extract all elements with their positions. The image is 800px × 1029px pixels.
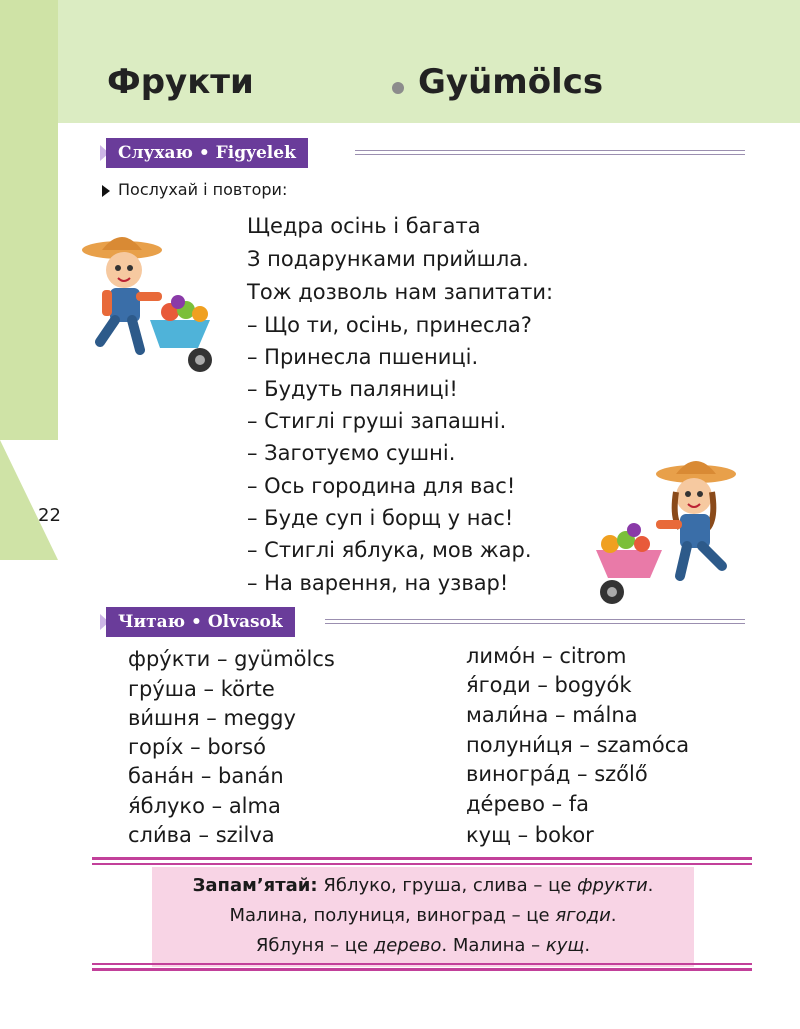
girl-wheelbarrow-illustration [592, 458, 742, 608]
section-read-header [100, 607, 750, 637]
memo-text: . [647, 875, 654, 896]
memo-top-line [92, 857, 752, 860]
memo-emphasis: кущ [545, 935, 585, 956]
poem-line: – Що ти, осінь, принесла? [247, 313, 532, 337]
poem-line: – Стиглі груші запашні. [247, 409, 507, 433]
vocab-item: я́блуко – alma [128, 794, 281, 818]
poem-line: З подарунками прийшла. [247, 247, 529, 271]
boy-wheelbarrow-illustration [80, 232, 230, 382]
vocab-item: гру́ша – körte [128, 677, 275, 701]
vocab-item: кущ – bokor [466, 823, 594, 847]
section-listen-header [100, 138, 750, 168]
memo-line-3 [152, 931, 694, 961]
poem-line: – Заготуємо сушні. [247, 441, 456, 465]
title-hungarian: Gyümölcs [418, 62, 604, 102]
memo-text: . Малина – [441, 935, 546, 956]
memo-bottom-line-thin [92, 963, 752, 965]
memo-emphasis: ягоди [555, 905, 611, 926]
memo-text: Яблуко, груша, слива – це [317, 875, 578, 896]
vocab-item: сли́ва – szilva [128, 823, 275, 847]
vocab-item: де́рево – fa [466, 792, 590, 816]
vocab-item: ви́шня – meggy [128, 706, 296, 730]
section-read-label: Читаю • Olvasok [106, 607, 295, 637]
poem-line: – Будуть паляниці! [247, 377, 458, 401]
title-separator-dot [392, 82, 404, 94]
section-divider [355, 150, 745, 155]
memo-label: Запам’ятай: [192, 875, 318, 896]
vocab-item: мали́на – málna [466, 703, 638, 727]
poem-line: – Принесла пшениці. [247, 345, 479, 369]
vocab-item: бана́н – banán [128, 764, 284, 788]
vocab-item: лимо́н – citrom [466, 644, 627, 668]
memo-box [152, 867, 694, 967]
section-divider [325, 619, 745, 624]
memo-line-1 [152, 871, 694, 901]
vocab-item: я́годи – bogyók [466, 673, 632, 697]
memo-emphasis: дерево [373, 935, 442, 956]
poem-line: – Буде суп і борщ у нас! [247, 506, 514, 530]
vocab-item: полуни́ця – szamóca [466, 733, 690, 757]
poem-line: – Ось городина для вас! [247, 474, 516, 498]
poem-line: Щедра осінь і багата [247, 214, 481, 238]
vocab-item: виногра́д – szőlő [466, 762, 648, 786]
poem-line: – Стиглі яблука, мов жар. [247, 538, 532, 562]
vocab-item: фру́кти – gyümölcs [128, 647, 335, 671]
poem-line: Тож дозволь нам запитати: [247, 280, 554, 304]
page-number: 22 [38, 505, 61, 526]
memo-emphasis: фрукти [577, 875, 648, 896]
memo-text: . [610, 905, 617, 926]
memo-top-line-thin [92, 863, 752, 865]
poem-line: – На варення, на узвар! [247, 571, 509, 595]
memo-text: Малина, полуниця, виноград – це [229, 905, 556, 926]
memo-text: Яблуня – це [255, 935, 374, 956]
memo-text: . [584, 935, 591, 956]
instruction-arrow-icon [102, 185, 110, 197]
memo-bottom-line [92, 968, 752, 971]
sidebar-cut [0, 440, 58, 560]
vocab-item: горі́х – borsó [128, 735, 266, 759]
section-listen-label: Слухаю • Figyelek [106, 138, 308, 168]
instruction-text: Послухай і повтори: [118, 180, 288, 199]
title-ukrainian: Фрукти [107, 62, 254, 102]
memo-line-2 [152, 901, 694, 931]
